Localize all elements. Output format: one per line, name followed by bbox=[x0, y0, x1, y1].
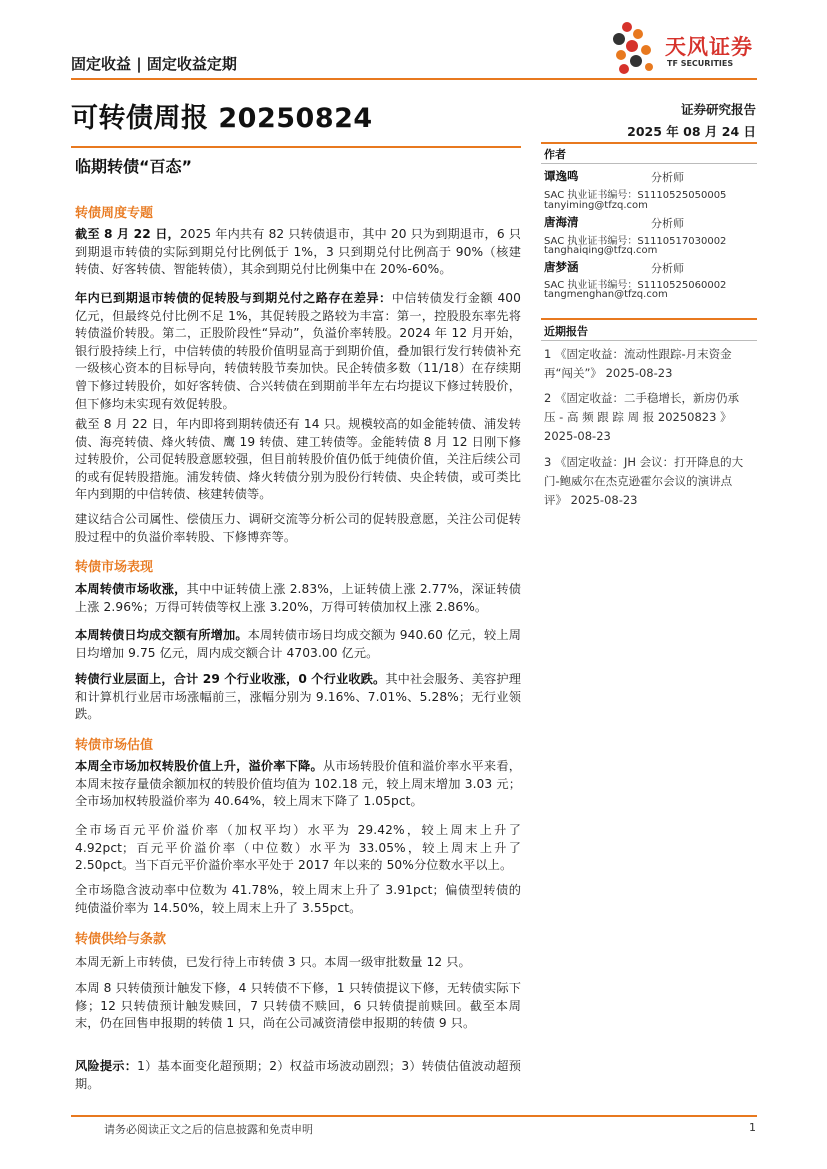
logo-mark-icon bbox=[609, 20, 661, 76]
author-role: 分析师 bbox=[651, 217, 684, 230]
paragraph-topic-differences bbox=[75, 290, 521, 413]
footer-disclaimer: 请务必阅读正文之后的信息披露和免责申明 bbox=[104, 1123, 313, 1136]
author-cert: SAC 执业证书编号：S1110517030002 bbox=[544, 236, 727, 247]
title-divider bbox=[71, 146, 521, 148]
paragraph-lead: 本周转债市场收涨， bbox=[75, 582, 187, 596]
author-name: 谭逸鸣 bbox=[544, 169, 579, 183]
section-title-market-valuation: 转债市场估值 bbox=[75, 738, 154, 753]
report-title: 可转债周报 20250824 bbox=[71, 103, 373, 134]
paragraph-body: 1）基本面变化超预期；2）权益市场波动剧烈；3）转债估值波动超预期。 bbox=[75, 1059, 521, 1091]
paragraph-valuation-parity-premium bbox=[75, 822, 521, 875]
paragraph-body: 本周 8 只转债预计触发下修，4 只转债不下修，1 只转债提议下修，无转债实际下修；12 只转债预计触发赎回，7 只转债不赎回，6 只转债提前赎回。截至本周末，仍在回售申报期的转债 1 只，尚在公司减资清偿申报期的转债 9 只。 bbox=[75, 981, 521, 1031]
recent-report-line: 3 《固定收益：JH 会议：打开降息的大 bbox=[544, 455, 744, 469]
author-name: 唐海清 bbox=[544, 215, 579, 229]
paragraph-body: 本周转债市场日均成交额为 940.60 亿元，较上周日均增加 9.75 亿元，周内成交额合计 4703.00 亿元。 bbox=[75, 628, 521, 660]
recent-reports-top-divider bbox=[541, 318, 757, 320]
recent-reports-underline bbox=[541, 340, 757, 341]
paragraph-terms bbox=[75, 980, 521, 1033]
author-name: 唐梦涵 bbox=[544, 260, 579, 274]
paragraph-risk-warning bbox=[75, 1058, 521, 1093]
author-email[interactable]: tanyiming@tfzq.com bbox=[544, 200, 648, 211]
brand-name-en: TF SECURITIES bbox=[667, 59, 734, 68]
paragraph-market-turnover bbox=[75, 627, 521, 662]
recent-report-line: 2025-08-23 bbox=[544, 429, 611, 443]
page-number: 1 bbox=[749, 1121, 756, 1134]
paragraph-lead: 风险提示： bbox=[75, 1059, 138, 1073]
report-category: 固定收益 | 固定收益定期 bbox=[71, 55, 237, 73]
recent-report-line: 压 - 高 频 跟 踪 周 报 20250823 》 bbox=[544, 410, 732, 424]
paragraph-body: 全市场隐含波动率中位数为 41.78%，较上周末上升了 3.91pct；偏债型转债的纯债溢价率为 14.50%，较上周末上升了 3.55pct。 bbox=[75, 883, 521, 915]
report-type: 证券研究报告 bbox=[680, 102, 756, 117]
paragraph-body: 本周无新上市转债，已发行待上市转债 3 只。本周一级审批数量 12 只。 bbox=[75, 955, 471, 969]
paragraph-lead: 本周转债日均成交额有所增加。 bbox=[75, 628, 248, 642]
paragraph-lead: 本周全市场加权转股价值上升，溢价率下降。 bbox=[75, 759, 323, 773]
recent-report-item[interactable] bbox=[544, 453, 756, 510]
recent-report-item[interactable] bbox=[544, 389, 756, 446]
recent-report-line: 再“闯关”》 2025-08-23 bbox=[544, 366, 673, 380]
paragraph-market-index bbox=[75, 581, 521, 616]
author-role: 分析师 bbox=[651, 262, 684, 275]
recent-report-line: 1 《固定收益：流动性跟踪-月末资金 bbox=[544, 347, 732, 361]
paragraph-body: 其中中证转债上涨 2.83%，上证转债上涨 2.77%，深证转债上涨 2.96%；万得可转债等权上涨 3.20%，万得可转债加权上涨 2.86%。 bbox=[75, 582, 521, 614]
authors-label: 作者 bbox=[544, 148, 566, 161]
author-role: 分析师 bbox=[651, 171, 684, 184]
paragraph-body: 2025 年内共有 82 只转债退市，其中 20 只为到期退市，6 只到期退市转债的实际到期兑付比例低于 1%，3 只到期兑付比例高于 90%（核建转债、好客转债、智能转债），其余到期兑付比例集中在 20%-60%。 bbox=[75, 227, 521, 277]
recent-report-line: 2 《固定收益：二手稳增长，新房仍承 bbox=[544, 391, 739, 405]
paragraph-body: 建议结合公司属性、偿债压力、调研交流等分析公司的促转股意愿，关注公司促转股过程中的负溢价率转股、下修博弈等。 bbox=[75, 512, 521, 544]
recent-report-item[interactable] bbox=[544, 345, 756, 383]
paragraph-valuation-conversion bbox=[75, 758, 521, 811]
tf-securities-logo bbox=[609, 20, 759, 76]
paragraph-body: 从市场转股价值和溢价率水平来看，本周末按存量债余额加权的转股价值均值为 102.18 元，较上周末增加 3.03 元；全市场加权转股溢价率为 40.64%，较上周末下降了 1.05pct。 bbox=[75, 759, 522, 809]
recent-reports-label: 近期报告 bbox=[544, 325, 588, 338]
paragraph-topic-suggestion bbox=[75, 511, 521, 546]
authors-underline bbox=[541, 163, 757, 164]
author-cert: SAC 执业证书编号：S1110525050005 bbox=[544, 190, 727, 201]
recent-report-line: 评》 2025-08-23 bbox=[544, 493, 638, 507]
paragraph-body: 中信转债发行金额 400 亿元，但最终兑付比例不足 1%，其促转股之路较为丰富：第一，控股股东率先将转债溢价转股。第二，正股阶段性“异动”，负溢价率转股。2024 年 12 月开始，银行股持续上行，中信转债的转股价值明显高于到期价值，叠加银行发行转债补充一级核心资本的目标导向，转债转股节奏加快。民企转债多数（11/18）在存续期曾下修过转股价，如好客转债、合兴转债在到期前半年左右均提议下修过转股价，但下修均未实现有效促转股。 bbox=[75, 291, 522, 411]
paragraph-valuation-volatility bbox=[75, 882, 521, 917]
recent-report-line: 门-鲍威尔在杰克逊霍尔会议的演讲点 bbox=[544, 474, 733, 488]
header-divider bbox=[71, 78, 757, 80]
section-title-market-performance: 转债市场表现 bbox=[75, 560, 154, 575]
paragraph-body: 其中社会服务、美容护理和计算机行业居市场涨幅前三，涨幅分别为 9.16%、7.01%、5.28%；无行业领跌。 bbox=[75, 672, 522, 722]
paragraph-topic-upcoming bbox=[75, 416, 521, 504]
paragraph-supply bbox=[75, 954, 521, 972]
section-title-supply-terms: 转债供给与条款 bbox=[75, 932, 167, 947]
section-title-weekly-topic: 转债周度专题 bbox=[75, 206, 154, 221]
author-email[interactable]: tanghaiqing@tfzq.com bbox=[544, 245, 658, 256]
paragraph-body: 全市场百元平价溢价率（加权平均）水平为 29.42%，较上周末上升了 4.92pct；百元平价溢价率（中位数）水平为 33.05%，较上周末上升了 2.50pct。当下百元平价溢价率水平处于 2017 年以来的 50%分位数水平以上。 bbox=[75, 823, 521, 873]
paragraph-body: 截至 8 月 22 日，年内即将到期转债还有 14 只。规模较高的如金能转债、浦发转债、海亮转债、烽火转债、鹰 19 转债、建工转债等。金能转债 8 月 12 日刚下修过转股价，公司促转股意愿较强，但目前转股价值仍低于纯债价值，关注后续公司的或有促转股措施。浦发转债、烽火转债分别为股份行转债、央企转债，或可类比年内到期的中信转债、核建转债等。 bbox=[75, 417, 521, 502]
paragraph-lead: 截至 8 月 22 日， bbox=[75, 227, 180, 241]
paragraph-lead: 年内已到期退市转债的促转股与到期兑付之路存在差异： bbox=[75, 291, 392, 305]
paragraph-lead: 转债行业层面上，合计 29 个行业收涨，0 个行业收跌。 bbox=[75, 672, 386, 686]
brand-name-cn: 天风证券 bbox=[665, 35, 753, 59]
footer-divider bbox=[71, 1115, 757, 1117]
author-cert: SAC 执业证书编号：S1110525060002 bbox=[544, 280, 727, 291]
paragraph-topic-overview bbox=[75, 226, 521, 279]
report-date: 2025 年 08 月 24 日 bbox=[627, 124, 756, 139]
report-subtitle: 临期转债“百态” bbox=[75, 157, 193, 176]
author-email[interactable]: tangmenghan@tfzq.com bbox=[544, 289, 668, 300]
paragraph-market-industry bbox=[75, 671, 521, 724]
sidebar-top-divider bbox=[541, 142, 757, 144]
